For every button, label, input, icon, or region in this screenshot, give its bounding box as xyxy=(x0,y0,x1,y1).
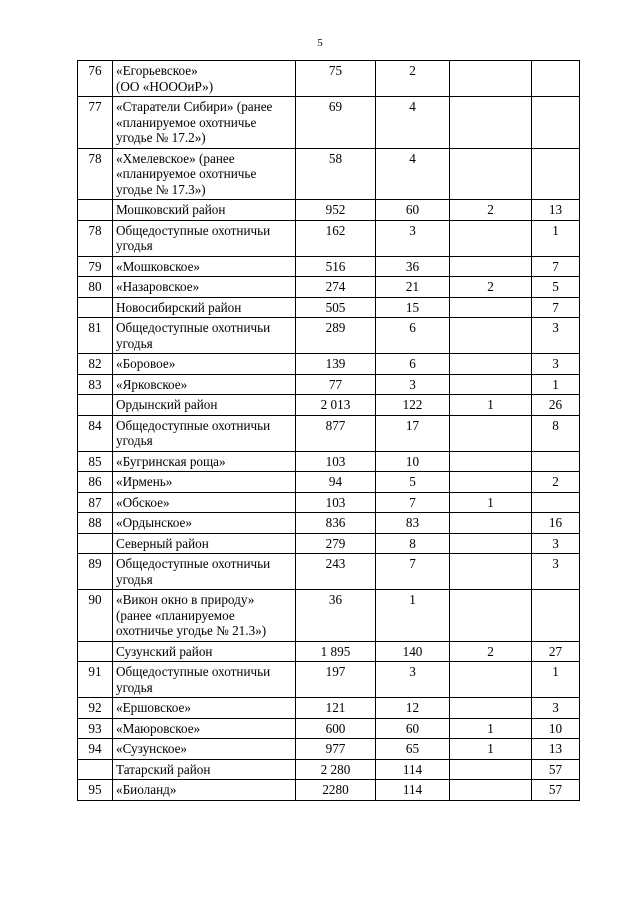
table-row xyxy=(78,492,580,513)
ground-name-line: Общедоступные охотничьи xyxy=(116,556,271,571)
ground-name-line: «Бугринская роща» xyxy=(116,453,226,469)
row-number-cell: 92 xyxy=(78,698,113,719)
row-number-cell: 90 xyxy=(78,590,113,642)
value-cell-v2: 10 xyxy=(376,451,450,472)
row-number-cell: 82 xyxy=(78,354,113,375)
value-cell-v2: 1 xyxy=(376,590,450,642)
value-cell-v2: 60 xyxy=(376,200,450,221)
ground-name-line: «Егорьевское» xyxy=(116,63,198,78)
ground-name-cell xyxy=(113,374,296,395)
ground-name-cell xyxy=(113,97,296,149)
ground-name-line: Общедоступные охотничьи xyxy=(116,222,271,238)
value-cell-v4 xyxy=(532,492,580,513)
row-number-cell: 87 xyxy=(78,492,113,513)
value-cell-v4: 1 xyxy=(532,220,580,256)
ground-name-line: угодье № 17.2») xyxy=(116,130,206,145)
value-cell-v3: 2 xyxy=(450,277,532,298)
table-row xyxy=(78,698,580,719)
value-cell-v4: 16 xyxy=(532,513,580,534)
value-cell-v3: 2 xyxy=(450,200,532,221)
value-cell-v1: 75 xyxy=(296,61,376,97)
value-cell-v2: 12 xyxy=(376,698,450,719)
value-cell-v2: 36 xyxy=(376,256,450,277)
district-row xyxy=(78,297,580,318)
value-cell-v4 xyxy=(532,97,580,149)
value-cell-v1: 977 xyxy=(296,739,376,760)
row-number-cell xyxy=(78,533,113,554)
table-row xyxy=(78,590,580,642)
value-cell-v2: 140 xyxy=(376,641,450,662)
ground-name-cell xyxy=(113,554,296,590)
ground-name-cell xyxy=(113,61,296,97)
value-cell-v3 xyxy=(450,97,532,149)
table-row xyxy=(78,780,580,801)
table-body xyxy=(78,61,580,801)
value-cell-v3 xyxy=(450,297,532,318)
value-cell-v4 xyxy=(532,61,580,97)
ground-name-cell xyxy=(113,641,296,662)
district-row xyxy=(78,200,580,221)
value-cell-v1: 2 280 xyxy=(296,759,376,780)
ground-name-line: Татарский район xyxy=(116,761,211,777)
value-cell-v2: 7 xyxy=(376,492,450,513)
row-number-cell: 81 xyxy=(78,318,113,354)
value-cell-v4: 5 xyxy=(532,277,580,298)
value-cell-v1: 139 xyxy=(296,354,376,375)
value-cell-v4: 7 xyxy=(532,297,580,318)
ground-name-line: Общедоступные охотничьи xyxy=(116,320,271,335)
ground-name-line: «Назаровское» xyxy=(116,279,200,294)
value-cell-v2: 4 xyxy=(376,148,450,200)
value-cell-v4: 8 xyxy=(532,415,580,451)
row-number-cell: 83 xyxy=(78,374,113,395)
value-cell-v3 xyxy=(450,451,532,472)
ground-name-cell xyxy=(113,698,296,719)
table-row xyxy=(78,354,580,375)
row-number-cell: 79 xyxy=(78,256,113,277)
value-cell-v3 xyxy=(450,415,532,451)
value-cell-v3: 1 xyxy=(450,395,532,416)
value-cell-v1: 289 xyxy=(296,318,376,354)
value-cell-v1: 2280 xyxy=(296,780,376,801)
ground-name-line: «Обское» xyxy=(116,494,170,510)
value-cell-v2: 15 xyxy=(376,297,450,318)
value-cell-v2: 114 xyxy=(376,780,450,801)
row-number-cell: 91 xyxy=(78,662,113,698)
ground-name-line: угодья xyxy=(116,571,153,587)
value-cell-v4: 2 xyxy=(532,472,580,493)
ground-name-line: «Биоланд» xyxy=(116,782,177,797)
value-cell-v3 xyxy=(450,513,532,534)
ground-name-line: Мошковский район xyxy=(116,202,226,217)
value-cell-v1: 103 xyxy=(296,492,376,513)
value-cell-v1: 77 xyxy=(296,374,376,395)
value-cell-v2: 4 xyxy=(376,97,450,149)
value-cell-v2: 65 xyxy=(376,739,450,760)
table-row xyxy=(78,374,580,395)
value-cell-v3: 2 xyxy=(450,641,532,662)
row-number-cell: 80 xyxy=(78,277,113,298)
value-cell-v3 xyxy=(450,533,532,554)
ground-name-line: Новосибирский район xyxy=(116,299,242,315)
value-cell-v3 xyxy=(450,374,532,395)
value-cell-v3 xyxy=(450,590,532,642)
value-cell-v3 xyxy=(450,780,532,801)
ground-name-line: угодья xyxy=(116,433,153,448)
ground-name-cell xyxy=(113,513,296,534)
ground-name-line: Общедоступные охотничьи xyxy=(116,664,271,679)
table-row xyxy=(78,61,580,97)
ground-name-line: «Хмелевское» (ранее xyxy=(116,150,235,166)
value-cell-v4: 3 xyxy=(532,318,580,354)
district-row xyxy=(78,641,580,662)
ground-name-cell xyxy=(113,718,296,739)
ground-name-line: (ОО «НОООиР») xyxy=(116,78,214,94)
row-number-cell: 95 xyxy=(78,780,113,801)
value-cell-v4: 13 xyxy=(532,200,580,221)
value-cell-v4: 57 xyxy=(532,780,580,801)
ground-name-line: Северный район xyxy=(116,535,209,551)
ground-name-line: угодья xyxy=(116,335,153,351)
ground-name-line: угодья xyxy=(116,679,153,695)
ground-name-cell xyxy=(113,415,296,451)
value-cell-v1: 279 xyxy=(296,533,376,554)
ground-name-cell xyxy=(113,277,296,298)
table-row xyxy=(78,256,580,277)
ground-name-line: «Маюровское» xyxy=(116,720,201,736)
value-cell-v4: 3 xyxy=(532,533,580,554)
row-number-cell: 78 xyxy=(78,148,113,200)
value-cell-v4: 13 xyxy=(532,739,580,760)
value-cell-v2: 7 xyxy=(376,554,450,590)
row-number-cell: 84 xyxy=(78,415,113,451)
value-cell-v1: 2 013 xyxy=(296,395,376,416)
value-cell-v2: 17 xyxy=(376,415,450,451)
ground-name-line: «Ирмень» xyxy=(116,474,173,489)
value-cell-v1: 121 xyxy=(296,698,376,719)
value-cell-v4: 27 xyxy=(532,641,580,662)
value-cell-v1: 1 895 xyxy=(296,641,376,662)
value-cell-v4: 10 xyxy=(532,718,580,739)
value-cell-v1: 58 xyxy=(296,148,376,200)
value-cell-v3 xyxy=(450,61,532,97)
value-cell-v3 xyxy=(450,662,532,698)
table-row xyxy=(78,718,580,739)
row-number-cell: 88 xyxy=(78,513,113,534)
ground-name-cell xyxy=(113,318,296,354)
value-cell-v2: 3 xyxy=(376,662,450,698)
row-number-cell: 93 xyxy=(78,718,113,739)
ground-name-line: угодье № 17.3») xyxy=(116,181,206,197)
value-cell-v1: 243 xyxy=(296,554,376,590)
value-cell-v4: 1 xyxy=(532,662,580,698)
ground-name-cell xyxy=(113,200,296,221)
value-cell-v3 xyxy=(450,148,532,200)
row-number-cell: 77 xyxy=(78,97,113,149)
value-cell-v1: 103 xyxy=(296,451,376,472)
value-cell-v2: 6 xyxy=(376,318,450,354)
value-cell-v3: 1 xyxy=(450,492,532,513)
row-number-cell xyxy=(78,395,113,416)
ground-name-cell xyxy=(113,354,296,375)
value-cell-v4 xyxy=(532,451,580,472)
ground-name-cell xyxy=(113,590,296,642)
value-cell-v3 xyxy=(450,256,532,277)
row-number-cell: 86 xyxy=(78,472,113,493)
value-cell-v1: 36 xyxy=(296,590,376,642)
ground-name-line: «планируемое охотничье xyxy=(116,166,257,181)
ground-name-line: Ордынский район xyxy=(116,397,218,412)
value-cell-v2: 21 xyxy=(376,277,450,298)
value-cell-v3 xyxy=(450,698,532,719)
hunting-grounds-table xyxy=(77,60,580,801)
ground-name-line: «Сузунское» xyxy=(116,741,188,756)
row-number-cell xyxy=(78,200,113,221)
table-row xyxy=(78,415,580,451)
value-cell-v2: 5 xyxy=(376,472,450,493)
value-cell-v4: 3 xyxy=(532,698,580,719)
table-row xyxy=(78,739,580,760)
ground-name-cell xyxy=(113,148,296,200)
ground-name-cell xyxy=(113,662,296,698)
row-number-cell xyxy=(78,759,113,780)
row-number-cell: 94 xyxy=(78,739,113,760)
value-cell-v1: 952 xyxy=(296,200,376,221)
ground-name-line: «планируемое охотничье xyxy=(116,114,257,130)
value-cell-v1: 836 xyxy=(296,513,376,534)
value-cell-v4 xyxy=(532,148,580,200)
ground-name-cell xyxy=(113,256,296,277)
value-cell-v1: 877 xyxy=(296,415,376,451)
value-cell-v1: 505 xyxy=(296,297,376,318)
ground-name-line: охотничье угодье № 21.3») xyxy=(116,623,267,638)
page-number: 5 xyxy=(317,37,323,49)
table-row xyxy=(78,97,580,149)
row-number-cell: 85 xyxy=(78,451,113,472)
value-cell-v1: 197 xyxy=(296,662,376,698)
value-cell-v4: 3 xyxy=(532,554,580,590)
value-cell-v1: 94 xyxy=(296,472,376,493)
value-cell-v3 xyxy=(450,220,532,256)
row-number-cell xyxy=(78,641,113,662)
ground-name-cell xyxy=(113,451,296,472)
row-number-cell: 89 xyxy=(78,554,113,590)
ground-name-line: Сузунский район xyxy=(116,643,213,659)
value-cell-v2: 2 xyxy=(376,61,450,97)
ground-name-line: «Викон окно в природу» xyxy=(116,592,255,607)
ground-name-cell xyxy=(113,395,296,416)
table-row xyxy=(78,318,580,354)
table-row xyxy=(78,662,580,698)
ground-name-cell xyxy=(113,492,296,513)
table-row xyxy=(78,277,580,298)
row-number-cell: 78 xyxy=(78,220,113,256)
ground-name-cell xyxy=(113,297,296,318)
value-cell-v3: 1 xyxy=(450,718,532,739)
value-cell-v4: 57 xyxy=(532,759,580,780)
table-row xyxy=(78,220,580,256)
value-cell-v1: 600 xyxy=(296,718,376,739)
value-cell-v3 xyxy=(450,354,532,375)
value-cell-v3 xyxy=(450,318,532,354)
row-number-cell: 76 xyxy=(78,61,113,97)
value-cell-v4: 3 xyxy=(532,354,580,375)
ground-name-cell xyxy=(113,220,296,256)
district-row xyxy=(78,395,580,416)
value-cell-v1: 69 xyxy=(296,97,376,149)
ground-name-line: «Мошковское» xyxy=(116,258,201,274)
ground-name-cell xyxy=(113,739,296,760)
ground-name-line: угодья xyxy=(116,238,153,253)
ground-name-cell xyxy=(113,780,296,801)
table-row xyxy=(78,148,580,200)
table-row xyxy=(78,554,580,590)
ground-name-cell xyxy=(113,533,296,554)
value-cell-v2: 114 xyxy=(376,759,450,780)
value-cell-v3 xyxy=(450,554,532,590)
value-cell-v4: 1 xyxy=(532,374,580,395)
ground-name-line: (ранее «планируемое xyxy=(116,607,235,623)
ground-name-line: «Ордынское» xyxy=(116,515,192,530)
table-row xyxy=(78,451,580,472)
ground-name-line: Общедоступные охотничьи xyxy=(116,417,271,433)
value-cell-v2: 3 xyxy=(376,220,450,256)
value-cell-v4 xyxy=(532,590,580,642)
value-cell-v1: 274 xyxy=(296,277,376,298)
value-cell-v4: 26 xyxy=(532,395,580,416)
value-cell-v2: 8 xyxy=(376,533,450,554)
ground-name-cell xyxy=(113,472,296,493)
value-cell-v4: 7 xyxy=(532,256,580,277)
value-cell-v2: 3 xyxy=(376,374,450,395)
value-cell-v1: 516 xyxy=(296,256,376,277)
value-cell-v3 xyxy=(450,759,532,780)
value-cell-v2: 6 xyxy=(376,354,450,375)
value-cell-v3: 1 xyxy=(450,739,532,760)
ground-name-line: «Старатели Сибири» (ранее xyxy=(116,99,273,114)
district-row xyxy=(78,533,580,554)
value-cell-v2: 60 xyxy=(376,718,450,739)
table-row xyxy=(78,513,580,534)
value-cell-v2: 83 xyxy=(376,513,450,534)
value-cell-v1: 162 xyxy=(296,220,376,256)
value-cell-v2: 122 xyxy=(376,395,450,416)
table-row xyxy=(78,472,580,493)
ground-name-line: «Ершовское» xyxy=(116,700,191,715)
ground-name-line: «Ярковское» xyxy=(116,376,188,392)
ground-name-cell xyxy=(113,759,296,780)
ground-name-line: «Боровое» xyxy=(116,356,176,371)
district-row xyxy=(78,759,580,780)
value-cell-v3 xyxy=(450,472,532,493)
row-number-cell xyxy=(78,297,113,318)
